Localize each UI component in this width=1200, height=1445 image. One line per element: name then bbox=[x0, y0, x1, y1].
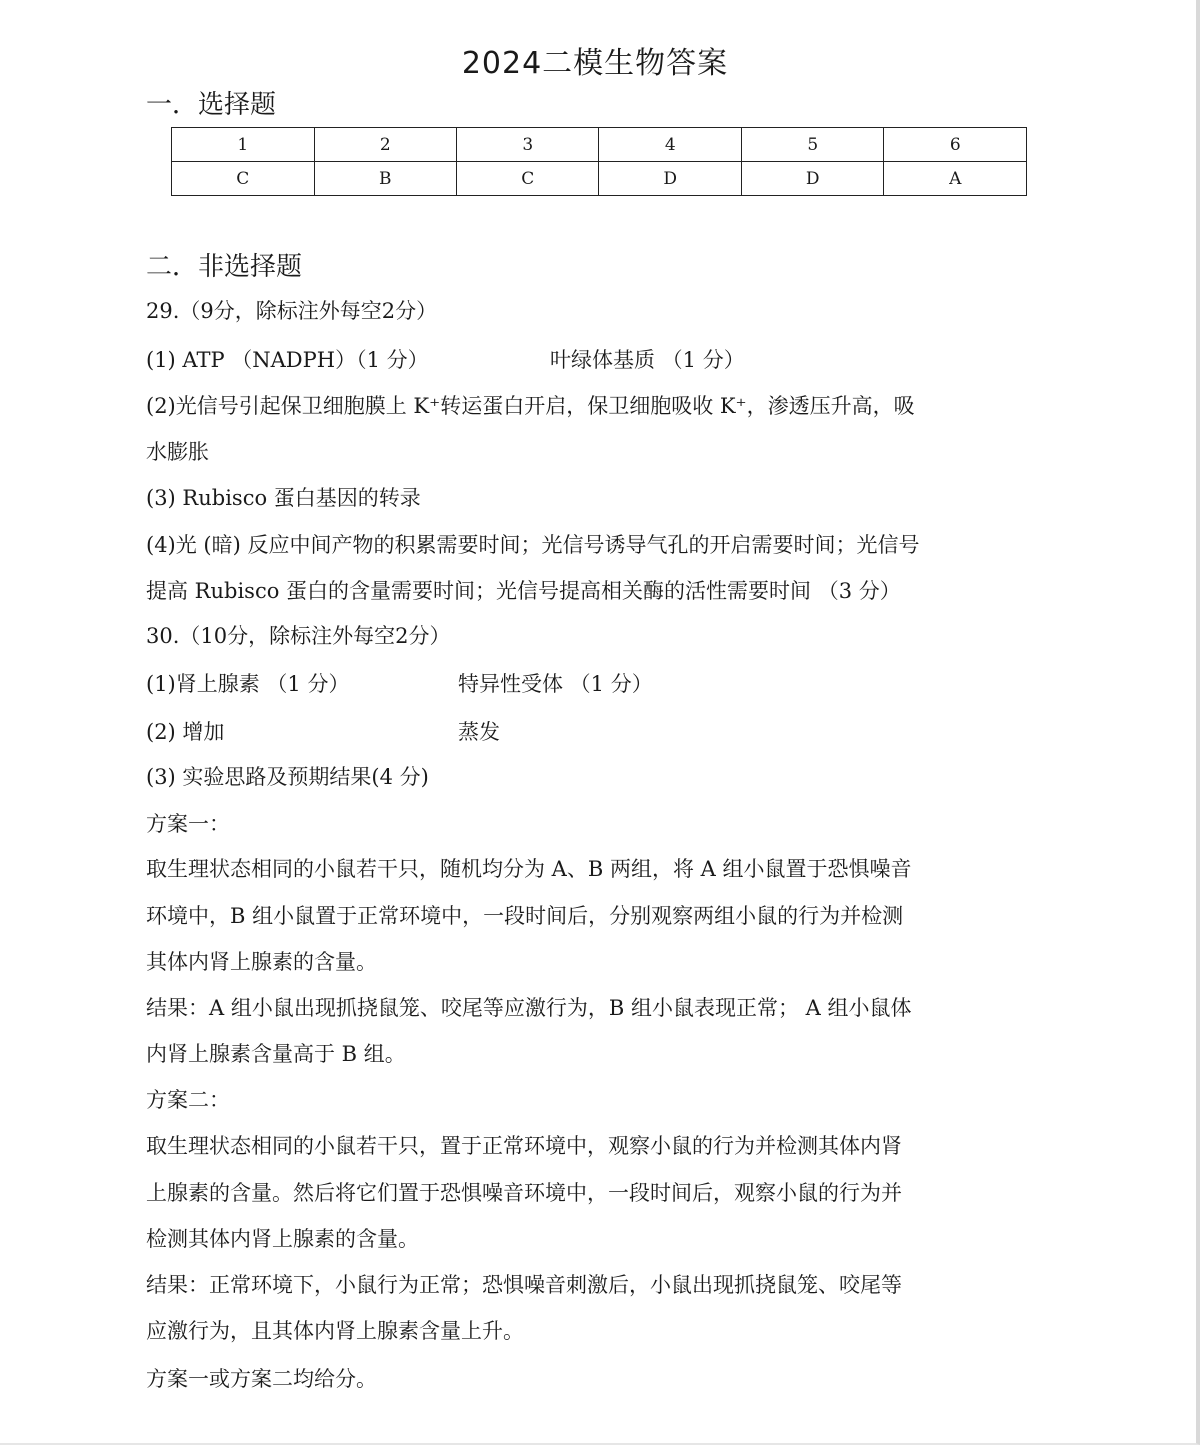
table-cell: D bbox=[741, 162, 884, 196]
table-cell: D bbox=[599, 162, 742, 196]
q29-answer-2-line2: 水膨胀 bbox=[146, 440, 209, 464]
q30-header: 30.（10分，除标注外每空2分） bbox=[146, 624, 451, 648]
table-cell: C bbox=[172, 162, 315, 196]
q30-answer-2b: 蒸发 bbox=[458, 720, 500, 744]
plan1-label: 方案一： bbox=[146, 812, 230, 836]
q29-answer-1a: (1) ATP （NADPH）（1 分） bbox=[146, 348, 429, 372]
table-cell: B bbox=[314, 162, 456, 196]
table-cell: C bbox=[456, 162, 599, 196]
plan2-line3: 检测其体内肾上腺素的含量。 bbox=[146, 1227, 419, 1251]
q30-answer-1a: (1)肾上腺素 （1 分） bbox=[146, 672, 350, 696]
plan1-line3: 其体内肾上腺素的含量。 bbox=[146, 950, 377, 974]
table-cell: 2 bbox=[314, 128, 456, 162]
table-row-numbers bbox=[172, 128, 1027, 162]
q29-answer-4-line2: 提高 Rubisco 蛋白的含量需要时间；光信号提高相关酶的活性需要时间 （3 分） bbox=[146, 579, 901, 603]
plan2-line2: 上腺素的含量。然后将它们置于恐惧噪音环境中，一段时间后，观察小鼠的行为并 bbox=[146, 1181, 902, 1205]
section-heading-choice: 一．选择题 bbox=[146, 90, 277, 120]
section-heading-nonchoice: 二．非选择题 bbox=[146, 252, 303, 282]
result2-line1: 结果：正常环境下，小鼠行为正常；恐惧噪音刺激后，小鼠出现抓挠鼠笼、咬尾等 bbox=[146, 1273, 902, 1297]
plan2-line1: 取生理状态相同的小鼠若干只，置于正常环境中，观察小鼠的行为并检测其体内肾 bbox=[146, 1134, 902, 1158]
table-cell: A bbox=[884, 162, 1027, 196]
q30-answer-2a: (2) 增加 bbox=[146, 720, 225, 744]
plan1-line1: 取生理状态相同的小鼠若干只，随机均分为 A、B 两组，将 A 组小鼠置于恐惧噪音 bbox=[146, 857, 912, 881]
table-cell: 6 bbox=[884, 128, 1027, 162]
result1-line2: 内肾上腺素含量高于 B 组。 bbox=[146, 1042, 406, 1066]
q29-answer-1b: 叶绿体基质 （1 分） bbox=[550, 348, 745, 372]
table-row-answers bbox=[172, 162, 1027, 196]
result2-line2: 应激行为，且其体内肾上腺素含量上升。 bbox=[146, 1319, 524, 1343]
q30-answer-1b: 特异性受体 （1 分） bbox=[458, 672, 653, 696]
q30-answer-3: (3) 实验思路及预期结果(4 分) bbox=[146, 765, 429, 789]
choice-answer-table bbox=[171, 127, 1027, 196]
plan1-line2: 环境中，B 组小鼠置于正常环境中，一段时间后，分别观察两组小鼠的行为并检测 bbox=[146, 904, 904, 928]
table-cell: 5 bbox=[741, 128, 884, 162]
q29-answer-4-line1: (4)光 (暗) 反应中间产物的积累需要时间；光信号诱导气孔的开启需要时间；光信号 bbox=[146, 533, 920, 557]
table-cell: 3 bbox=[456, 128, 599, 162]
final-note: 方案一或方案二均给分。 bbox=[146, 1367, 377, 1391]
q29-header: 29.（9分，除标注外每空2分） bbox=[146, 299, 438, 323]
table-cell: 4 bbox=[599, 128, 742, 162]
table-cell: 1 bbox=[172, 128, 315, 162]
result1-line1: 结果：A 组小鼠出现抓挠鼠笼、咬尾等应激行为，B 组小鼠表现正常； A 组小鼠体 bbox=[146, 996, 912, 1020]
q29-answer-2-line1: (2)光信号引起保卫细胞膜上 K⁺转运蛋白开启，保卫细胞吸收 K⁺，渗透压升高，吸 bbox=[146, 394, 915, 418]
q29-answer-3: (3) Rubisco 蛋白基因的转录 bbox=[146, 486, 421, 510]
page-title: 2024二模生物答案 bbox=[461, 46, 729, 81]
plan2-label: 方案二： bbox=[146, 1088, 230, 1112]
